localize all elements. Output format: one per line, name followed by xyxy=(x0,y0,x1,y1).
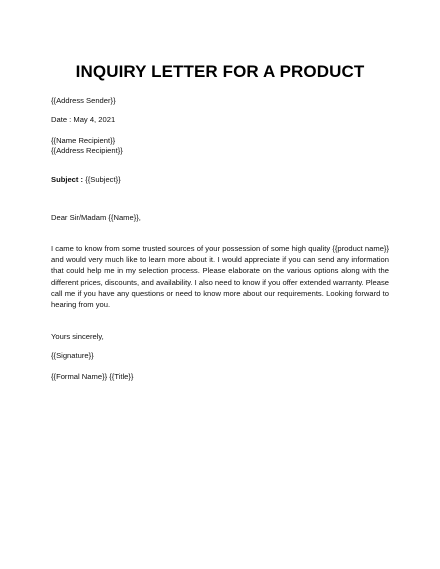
salutation: Dear Sir/Madam {{Name}}, xyxy=(51,213,141,222)
subject-line xyxy=(51,175,121,185)
body-paragraph: I came to know from some trusted sources of your possession of some high quality {{product name}} and would very much like to learn more about it. I would appreciate if you can send any information that could help me in my selection process. Please elaborate on the various options along with the different prices, discounts, and availability. I also need to know if you offer extended warranty. Please call me if you have any questions or need to know more about our requirements. Looking forward to hearing from you. xyxy=(51,244,389,310)
formal-name: {{Formal Name}} {{Title}} xyxy=(51,372,134,381)
address-sender: {{Address Sender}} xyxy=(51,96,116,105)
closing: Yours sincerely, xyxy=(51,332,104,341)
signature: {{Signature}} xyxy=(51,351,94,360)
letter-date: Date : May 4, 2021 xyxy=(51,115,116,124)
address-recipient: {{Address Recipient}} xyxy=(51,146,123,155)
name-recipient: {{Name Recipient}} xyxy=(51,136,116,145)
subject-label: Subject : xyxy=(51,175,84,184)
subject-value: {{Subject}} xyxy=(83,175,121,184)
letter-title: INQUIRY LETTER FOR A PRODUCT xyxy=(75,62,365,81)
